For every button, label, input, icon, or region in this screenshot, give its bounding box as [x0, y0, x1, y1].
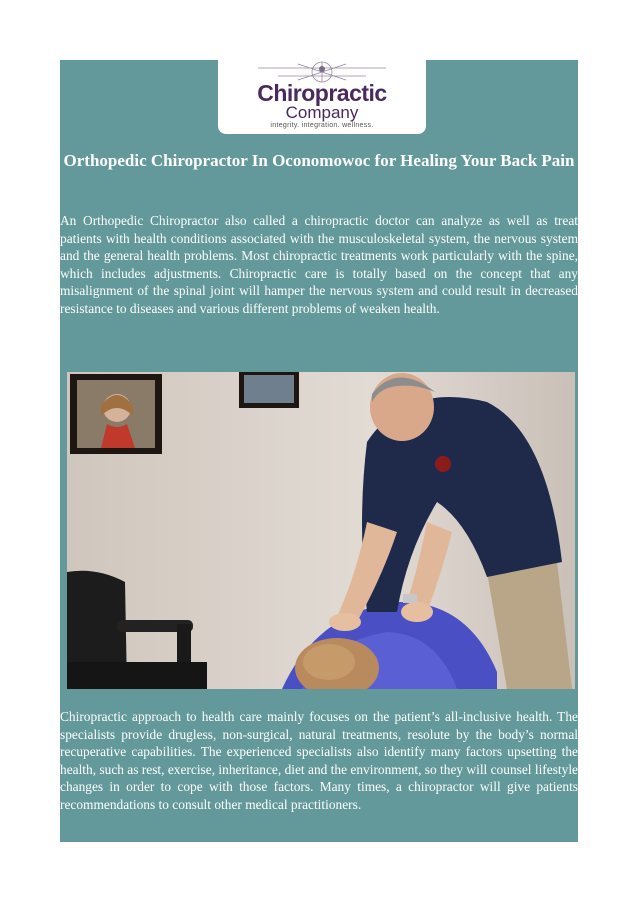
- chiropractic-adjustment-photo: [67, 372, 575, 689]
- approach-paragraph: Chiropractic approach to health care mainly focuses on the patient’s all-inclusive health. The specialists provide drugless, non-surgical, natural treatments, resolute by the body’s normal recuperative capabilities. The experienced specialists also identify many factors upsetting the health, such as rest, exercise, inheritance, diet and the environment, so they will counsel lifestyle changes in order to cope with those factors. Many times, a chiropractor will give patients recommendations to consult other medical practitioners.: [60, 709, 578, 812]
- content-panel: [60, 60, 578, 842]
- logo-tagline: integrity. integration. wellness.: [270, 122, 374, 129]
- company-logo: [218, 60, 426, 134]
- logo-wordmark: Chiropractic: [257, 80, 387, 106]
- logo-subwordmark: Company: [285, 103, 359, 122]
- article-title: Orthopedic Chiropractor In Oconomowoc for Healing Your Back Pain: [63, 151, 575, 170]
- intro-paragraph: An Orthopedic Chiropractor also called a chiropractic doctor can analyze as well as treat patients with health conditions associated with the musculoskeletal system, the nervous system and the general health problems. Most chiropractic treatments work particularly with the spine, which includes adjustments. Chiropractic care is totally based on the concept that any misalignment of the spinal joint will hamper the nervous system and could result in decreased resistance to diseases and various different problems of weaken health.: [60, 213, 578, 316]
